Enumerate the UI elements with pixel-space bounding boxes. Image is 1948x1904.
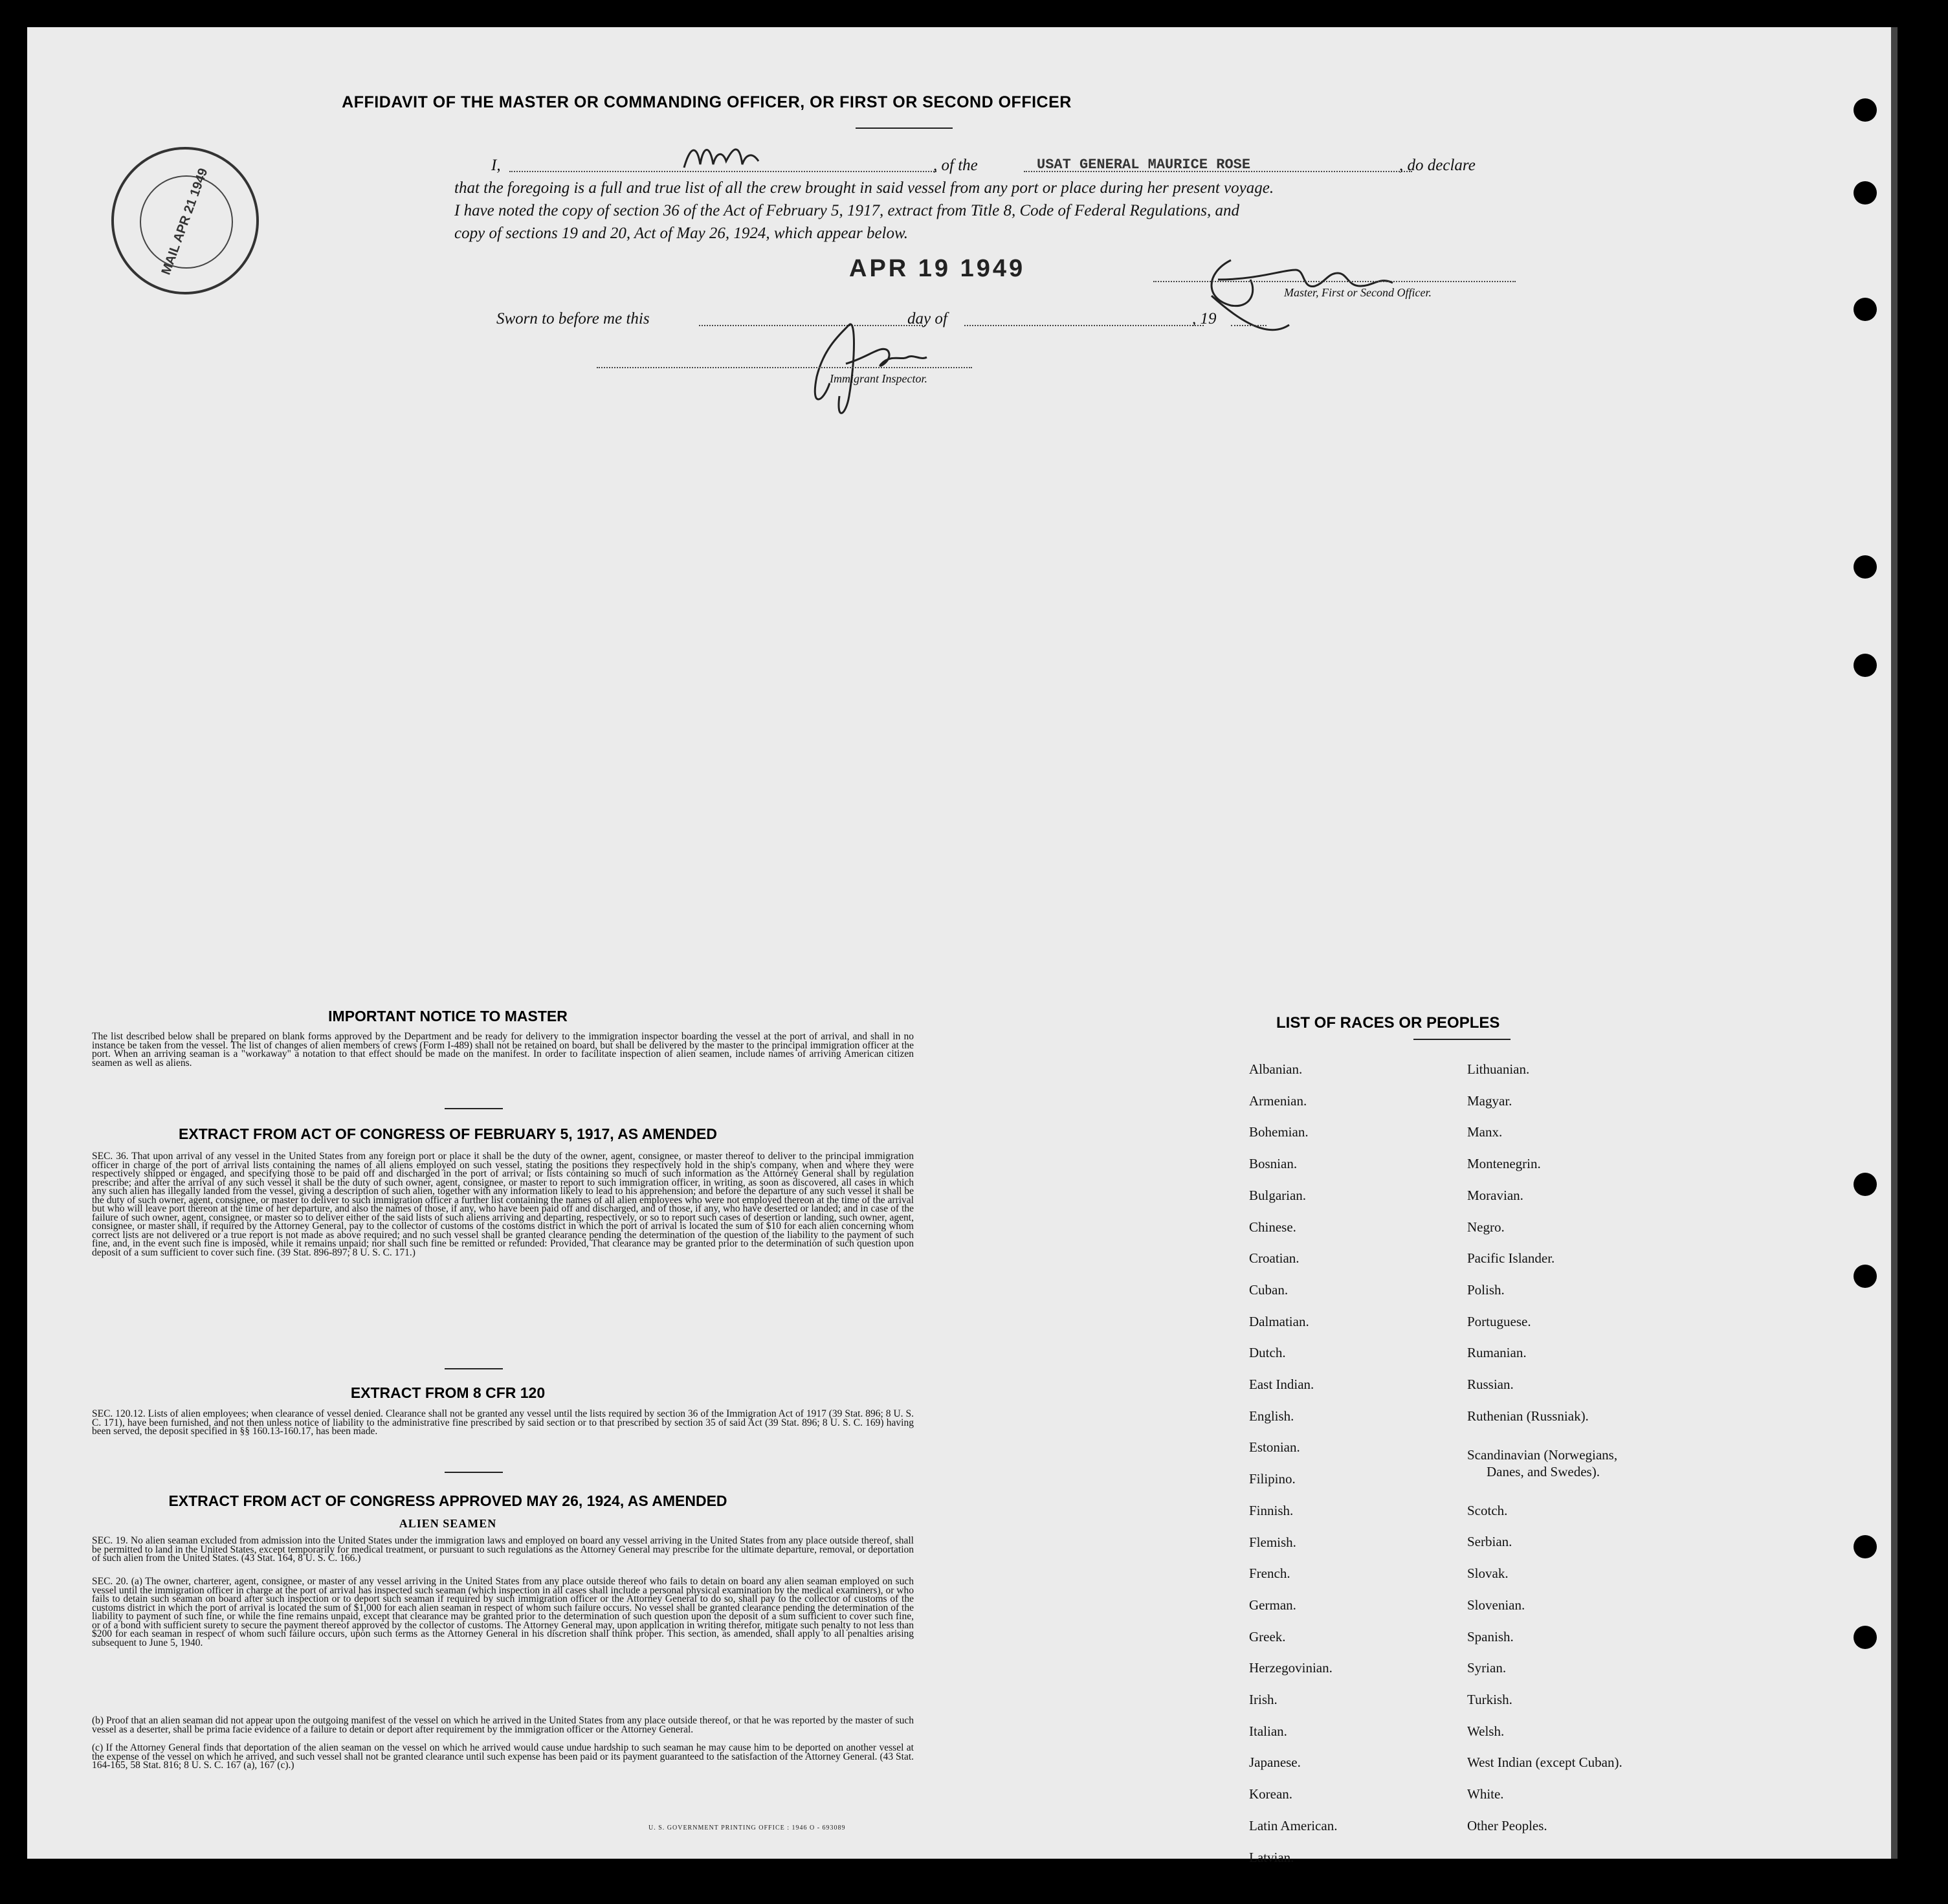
- race-item: Danes, and Swedes).: [1487, 1463, 1600, 1479]
- vessel-name: USAT GENERAL MAURICE ROSE: [1037, 157, 1251, 173]
- extract-1924-sec20b: (b) Proof that an alien seaman did not appear upon the outgoing manifest of the vessel on which he arrived in the United States from any place outside thereof, or that he was reported by the master of such vessel as a deserter, shall be prima facie evidence of a failure to detain or deport after requirement by the immigration officer or the Attorney General.: [92, 1715, 914, 1735]
- race-item: Irish.: [1249, 1692, 1278, 1707]
- race-item: Moravian.: [1467, 1187, 1523, 1203]
- race-item: Slovak.: [1467, 1566, 1509, 1582]
- punch-hole: [1854, 1535, 1877, 1558]
- inspector-caption: Immigrant Inspector.: [830, 372, 927, 385]
- race-item: Estonian.: [1249, 1439, 1300, 1456]
- extract-cfr-divider: [445, 1472, 503, 1473]
- race-item: Polish.: [1467, 1281, 1505, 1298]
- punch-hole: [1854, 181, 1877, 205]
- race-item: Rumanian.: [1467, 1345, 1527, 1361]
- race-item: Slovenian.: [1467, 1597, 1525, 1613]
- race-item: Syrian.: [1467, 1660, 1507, 1676]
- race-item: Pacific Islander.: [1467, 1250, 1555, 1267]
- notice-title: IMPORTANT NOTICE TO MASTER: [328, 1008, 568, 1024]
- race-item: Albanian.: [1249, 1061, 1303, 1077]
- inspector-signature: [784, 299, 953, 422]
- printing-office-imprint: U. S. GOVERNMENT PRINTING OFFICE : 1946 O - 693089: [648, 1824, 846, 1832]
- affidavit-of-the: , of the: [933, 157, 978, 174]
- race-item: East Indian.: [1249, 1377, 1314, 1392]
- punch-hole: [1854, 298, 1877, 321]
- race-item: Dalmatian.: [1249, 1313, 1309, 1329]
- stamp-date: MAIL APR 21 1949: [159, 166, 211, 277]
- race-item: Croatian.: [1249, 1250, 1300, 1267]
- races-title: LIST OF RACES OR PEOPLES: [1276, 1014, 1500, 1032]
- punch-hole: [1854, 1173, 1877, 1196]
- sworn-day-of: day of: [907, 310, 947, 327]
- race-item: Bohemian.: [1249, 1124, 1309, 1140]
- punch-hole: [1854, 98, 1877, 122]
- punch-hole: [1854, 555, 1877, 579]
- race-item: Finnish.: [1249, 1502, 1294, 1518]
- race-item: Latvian.: [1249, 1849, 1294, 1865]
- race-item: Cuban.: [1249, 1281, 1289, 1298]
- sworn-year: , 19: [1192, 310, 1217, 327]
- notice-divider: [445, 1108, 503, 1109]
- race-item: Scotch.: [1467, 1502, 1508, 1518]
- title-underline: [856, 127, 953, 129]
- race-item: White.: [1467, 1786, 1504, 1802]
- extract-cfr-body: SEC. 120.12. Lists of alien employees; when clearance of vessel denied. Clearance shall not be granted any vessel until the lists required by section 36 of the Immigration Act of 1917 (39 Stat. 896; 8 U. S. C. 171), have been furnished, and not then unless notice of liability to the administrative fine prescribed by said section or to that prescribed by section 35 of said Act (39 Stat. 896; 8 U. S. C. 169) having been served, the deposit specified in §§ 160.13-160.17, has been made.: [92, 1408, 914, 1437]
- extract-1924-title: EXTRACT FROM ACT OF CONGRESS APPROVED MAY 26, 1924, AS AMENDED: [168, 1492, 727, 1509]
- extract-1924-sec19: SEC. 19. No alien seaman excluded from admission into the United States under the immigration laws and employed on board any vessel arriving in the United States from any place outside thereof, shall be permitted to land in the United States, except temporarily for medical treatment, or pursuant to such regulations as the Attorney General may prescribe for the ultimate departure, removal, or deportation of such alien from the United States. (43 Stat. 164, 8 U. S. C. 166.): [92, 1535, 914, 1564]
- sworn-month-field: [964, 325, 1204, 326]
- extract-1917-body: SEC. 36. That upon arrival of any vessel in the United States from any foreign port or place it shall be the duty of the owner, agent, consignee, or master thereof to deliver to the principal immigration officer in charge of the port of arrival lists containing the names of all aliens employed on such vessel, stating the positions they respectively hold in the ship's company, when and where they were respectively shipped or engaged, and specifying those to be paid off and discharged in the port of arrival; or lists containing so much of such information as the Attorney General shall by regulation prescribe; and after the arrival of any such vessel it shall be the duty of such owner, agent, consignee, or master to report to such immigration officer, in writing, as soon as discovered, all cases in which any such alien has illegally landed from the vessel, giving a description of such alien, together with any information likely to lead to his apprehension; and before the departure of any such vessel it shall be the duty of such owner, agent, consignee, or master to deliver to such immigration officer a further list containing the names of all alien employees who were not employed thereon at the time of the arrival but who will leave port thereon at the time of her departure, and also the names of those, if any, who have been paid off and discharged, and of those, if any, who have deserted or landed; and in case of the failure of such owner, agent, consignee, or master so to deliver either of the said lists of such aliens arriving and departing, respectively, or so to report such cases of desertion or landing, such owner, agent, consignee, or master shall, if required by the Attorney General, pay to the collector of customs of the costoms district in which the port of arrival is located the sum of $10 for each alien concerning whom correct lists are not delivered or a true report is not made as above required; and no such vessel shall be granted clearance pending the determination of the question of the liability to the payment of such fine, and, in the event such fine is imposed, while it remains unpaid; nor shall such fine be remitted or refunded: Provided, That clearance may be granted prior to the determination of such question upon deposit of a sum sufficient to cover such fine. (39 Stat. 896-897; 8 U. S. C. 171.): [92, 1151, 914, 1258]
- extract-1924-subtitle: ALIEN SEAMEN: [399, 1517, 497, 1530]
- race-item: Bosnian.: [1249, 1156, 1298, 1172]
- race-item: Herzegovinian.: [1249, 1660, 1333, 1676]
- received-date-stamp: APR 19 1949: [849, 255, 1026, 282]
- race-item: Other Peoples.: [1467, 1817, 1547, 1833]
- master-caption: Master, First or Second Officer.: [1284, 286, 1432, 299]
- race-item: Chinese.: [1249, 1219, 1296, 1235]
- punch-hole: [1854, 654, 1877, 677]
- race-item: English.: [1249, 1408, 1294, 1424]
- race-item: Turkish.: [1467, 1691, 1512, 1707]
- extract-1924-sec20c: (c) If the Attorney General finds that deportation of the alien seaman on the vessel on which he arrived would cause undue hardship to such seaman he may cause him to be deported on another vessel at the expense of the vessel on which he arrived, and such vessel shall not be granted clearance until such expense has been paid or its payment guaranteed to the satisfaction of the Attorney General. (43 Stat. 164-165, 58 Stat. 816; 8 U. S. C. 167 (a), 167 (c).): [92, 1742, 914, 1771]
- race-item: Dutch.: [1249, 1345, 1286, 1361]
- race-item: Magyar.: [1467, 1092, 1512, 1109]
- punch-hole: [1854, 1626, 1877, 1649]
- vessel-name-field: [1024, 171, 1412, 172]
- race-item: Portuguese.: [1467, 1313, 1531, 1329]
- race-item: Ruthenian (Russniak).: [1467, 1408, 1589, 1424]
- race-item: Manx.: [1467, 1124, 1503, 1140]
- race-item: Greek.: [1249, 1628, 1286, 1644]
- race-item: Flemish.: [1249, 1534, 1296, 1550]
- race-item: Negro.: [1467, 1219, 1505, 1235]
- race-item: Italian.: [1249, 1723, 1287, 1739]
- sworn-prefix: Sworn to before me this: [496, 310, 650, 327]
- race-item: Lithuanian.: [1467, 1061, 1530, 1077]
- master-signature-line: [1153, 281, 1516, 282]
- affidavit-line2: that the foregoing is a full and true list of all the crew brought in said vessel from any port or place during her present voyage.: [454, 179, 1274, 197]
- race-item: Korean.: [1249, 1786, 1293, 1802]
- affidavit-line4: copy of sections 19 and 20, Act of May 26, 1924, which appear below.: [454, 225, 909, 242]
- race-item: Latin American.: [1249, 1817, 1338, 1833]
- race-item: German.: [1249, 1597, 1296, 1613]
- master-initial-signature: [681, 138, 784, 177]
- affidavit-title: AFFIDAVIT OF THE MASTER OR COMMANDING OFFICER, OR FIRST OR SECOND OFFICER: [342, 93, 1072, 111]
- race-item: Serbian.: [1467, 1534, 1512, 1550]
- race-item: Bulgarian.: [1249, 1187, 1307, 1203]
- race-item: Welsh.: [1467, 1723, 1505, 1739]
- extract-1917-title: EXTRACT FROM ACT OF CONGRESS OF FEBRUARY 5, 1917, AS AMENDED: [179, 1125, 717, 1142]
- mail-stamp: [111, 147, 259, 294]
- race-item: Scandinavian (Norwegians,: [1467, 1446, 1618, 1463]
- races-underline: [1413, 1039, 1511, 1040]
- race-item: Filipino.: [1249, 1471, 1296, 1487]
- affidavit-line1-suffix: , do declare: [1399, 157, 1476, 174]
- extract-1924-sec20a: SEC. 20. (a) The owner, charterer, agent, consignee, or master of any vessel arriving in the United States from any place outside thereof who fails to detain on board any alien seaman employed on such vessel until the immigration officer in charge at the port of arrival has inspected such seaman (which inspection in all cases shall include a personal physical examination by the medical examiners), or who fails to detain such seaman on board after such inspection or to deport such seaman if required by such immigration officer or the Attorney General to do so, shall pay to the collector of customs of the customs district in which the port of arrival is located the sum of $1,000 for each alien seaman in respect of whom such failure occurs. No vessel shall be granted clearance pending the determination of the liability to payment of such fine, or while the fine remains unpaid, except that clearance may be granted prior to the determination of such question upon the deposit of a sum sufficient to cover such fine, or of a bond with sufficient surety to secure the payment thereof approved by the collector of customs. The Attorney General may, upon application in writing therefor, mitigate such penalty to not less than $200 for each seaman in respect of whom such failure occurs, upon such terms as the Attorney General in his discretion shall think proper. This section, as amended, shall apply to all penalties arising subsequent to June 5, 1940.: [92, 1576, 914, 1648]
- race-item: Japanese.: [1249, 1755, 1301, 1771]
- inspector-signature-line: [597, 367, 972, 368]
- punch-hole: [1854, 1265, 1877, 1288]
- race-item: Armenian.: [1249, 1092, 1307, 1109]
- sworn-year-field: [1231, 325, 1267, 326]
- race-item: French.: [1249, 1566, 1290, 1582]
- extract-cfr-title: EXTRACT FROM 8 CFR 120: [350, 1384, 546, 1401]
- notice-body: The list described below shall be prepared on blank forms approved by the Department and be ready for delivery to the immigration inspector boarding the vessel at the port of arrival, and shall in no instance be taken from the vessel. The list of changes of alien members of crews (Form I-489) shall not be retained on board, but shall be delivered by the master to the principal immigration officer at the port. When an arriving seaman is a "workaway" a notation to that effect should be made on the manifest. In order to facilitate inspection of alien seamen, include names of arriving American citizen seamen as well as aliens.: [92, 1031, 914, 1068]
- race-item: Russian.: [1467, 1377, 1514, 1392]
- race-item: Montenegrin.: [1467, 1156, 1541, 1172]
- document-page: [27, 27, 1898, 1865]
- extract-1917-divider: [445, 1368, 503, 1369]
- race-item: West Indian (except Cuban).: [1467, 1755, 1622, 1771]
- race-item: Spanish.: [1467, 1628, 1514, 1644]
- affidavit-line3: I have noted the copy of section 36 of the Act of February 5, 1917, extract from Title 8, Code of Federal Regulations, and: [454, 202, 1239, 219]
- affidavit-line1-prefix: I,: [491, 157, 501, 174]
